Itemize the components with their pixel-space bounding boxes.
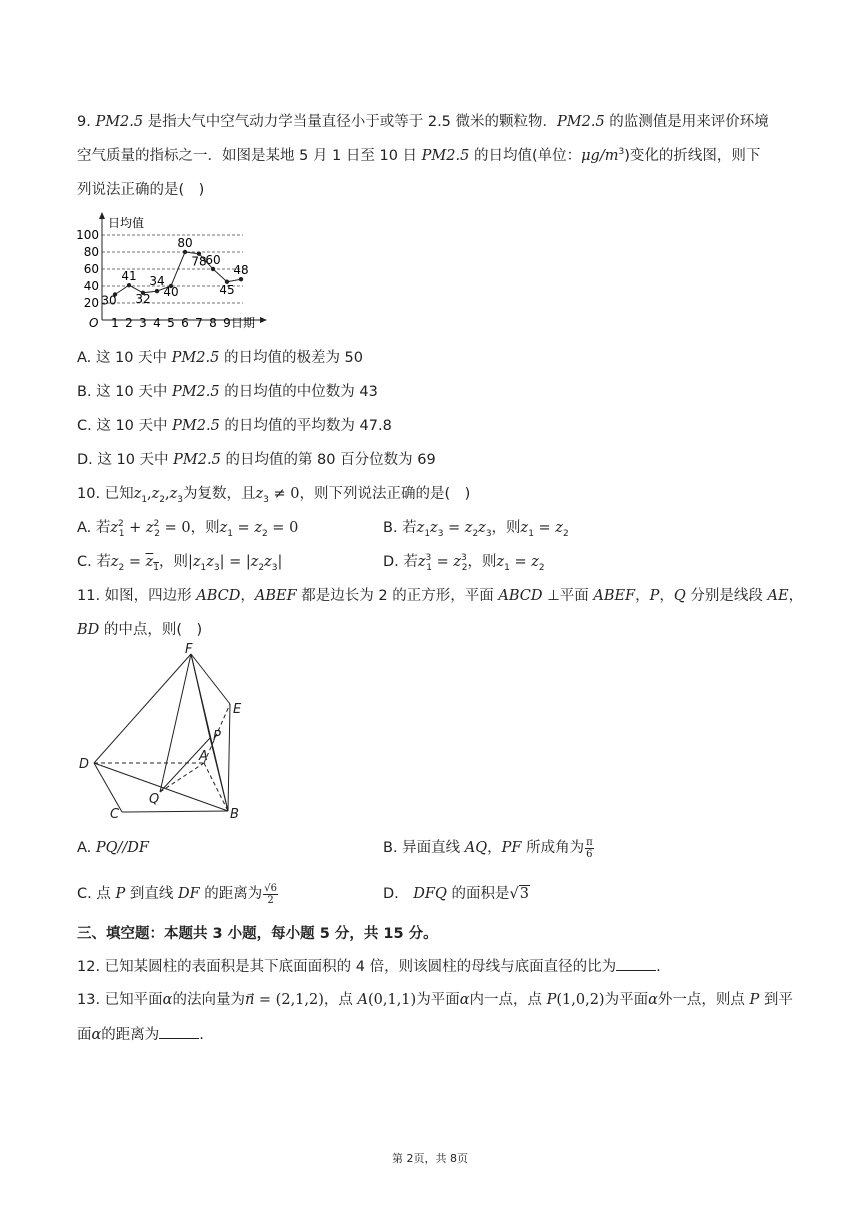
q10-option-a[interactable]: A. 若$z^2_1 + z^2_2 = 0$，则$z_1 = z_2 = 0$: [77, 519, 299, 539]
data-point: [239, 277, 243, 281]
q11-line2: BD 的中点，则( ): [77, 622, 203, 638]
data-label: 30: [101, 293, 117, 308]
pm25-line-chart: [75, 208, 275, 334]
q9-line2: 空气质量的指标之一．如图是某地 5 月 1 日至 10 日 PM2.5 的日均值(单位：$\mu g/m^3$)变化的折线图，则下: [77, 147, 761, 164]
q12: 12. 已知某圆柱的表面积是其下底面面积的 4 倍，则该圆柱的母线与底面直径的比为 .: [77, 956, 661, 977]
x-axis-arrow: [260, 317, 267, 323]
x-tick-label: 5: [167, 316, 175, 330]
x-tick-label: 2: [125, 316, 133, 330]
x-tick-label: 3: [139, 316, 147, 330]
data-label: 40: [163, 285, 179, 299]
q13-line1: 13. 已知平面α的法向量为n⃗ = (2,1,2)，点 A(0,1,1)为平面α内一点，点 P(1,0,2)为平面α外一点，则点 P 到平: [77, 992, 793, 1008]
y-tick-label: 100: [76, 228, 99, 242]
label-E: E: [233, 702, 242, 717]
label-D: D: [79, 757, 90, 772]
q9-option-c[interactable]: C. 这 10 天中 PM2.5 的日均值的平均数为 47.8: [77, 418, 392, 434]
data-label: 78: [191, 254, 207, 269]
q11-option-a[interactable]: A. PQ//DF: [77, 840, 149, 856]
y-tick-label: 20: [83, 296, 99, 310]
y-axis-label: 日均值: [108, 216, 145, 230]
q13-line2: 面α的距离为 .: [77, 1024, 204, 1045]
q9-line3: 列说法正确的是( ): [77, 182, 205, 198]
data-label: 45: [219, 282, 235, 297]
q9-line1: 9. PM2.5 是指大气中空气动力学当量直径小于或等于 2.5 微米的颗粒物．PM2.5 的监测值是用来评价环境: [77, 114, 769, 130]
label-F: F: [185, 642, 193, 657]
x-tick-label: 6: [181, 316, 189, 330]
page-footer: 第 2页，共 8页: [392, 1152, 468, 1165]
x-tick-label: 7: [195, 316, 203, 330]
origin-label: O: [89, 316, 99, 330]
q9-option-d[interactable]: D. 这 10 天中 PM2.5 的日均值的第 80 百分位数为 69: [77, 452, 436, 468]
data-point: [183, 250, 187, 254]
q10-stem: 10. 已知$z_1,z_2,z_3$为复数，且$z_3 \ne 0$，则下列说法正确的是( ): [77, 486, 471, 505]
y-axis-arrow: [99, 212, 105, 219]
label-A: A: [199, 749, 208, 764]
q10-option-d[interactable]: D. 若$z^3_1 = z^3_2$，则$z_1 = z_2$: [383, 553, 545, 573]
data-label: 32: [135, 291, 151, 306]
q11-option-b[interactable]: B. 异面直线 AQ，PF 所成角为 $\frac{\pi}{6}$: [383, 836, 593, 860]
data-label: 41: [121, 269, 137, 284]
q9-option-a[interactable]: A. 这 10 天中 PM2.5 的日均值的极差为 50: [77, 350, 364, 366]
q11-option-d[interactable]: D. DFQ 的面积是√3: [383, 886, 529, 902]
geometry-figure: [75, 642, 255, 826]
y-tick-label: 40: [83, 279, 99, 293]
label-C: C: [110, 807, 120, 822]
x-tick-label: 9: [223, 316, 231, 330]
y-tick-label: 80: [83, 245, 99, 259]
data-label: 80: [177, 236, 193, 250]
q10-option-b[interactable]: B. 若$z_1z_3 = z_2z_3$，则$z_1 = z_2$: [383, 520, 569, 539]
y-tick-label: 60: [83, 262, 99, 276]
data-point: [127, 283, 131, 287]
data-label: 60: [205, 253, 221, 267]
q13-answer-blank[interactable]: [159, 1024, 199, 1039]
label-Q: Q: [149, 792, 160, 807]
q11-line1: 11. 如图，四边形 ABCD，ABEF 都是边长为 2 的正方形，平面 ABCD ⊥平面 ABEF，P，Q 分别是线段 AE，: [77, 588, 804, 604]
q9-option-b[interactable]: B. 这 10 天中 PM2.5 的日均值的中位数为 43: [77, 384, 378, 400]
label-B: B: [230, 807, 239, 822]
x-tick-label: 8: [209, 316, 217, 330]
data-label: 48: [233, 263, 249, 278]
section-3-heading: 三、填空题：本题共 3 小题，每小题 5 分，共 15 分。: [77, 926, 438, 942]
data-point: [211, 267, 215, 271]
q12-answer-blank[interactable]: [616, 956, 656, 971]
data-label: 34: [149, 274, 165, 289]
x-tick-label: 4: [153, 316, 161, 330]
q10-option-c[interactable]: C. 若$z_2 = z_1$，则$|z_1z_3| = |z_2z_3|$: [77, 554, 283, 573]
x-tick-label: 1: [111, 316, 119, 330]
x-axis-label: 日期: [231, 316, 256, 330]
q11-option-c[interactable]: C. 点 P 到直线 DF 的距离为 $\frac{√6}{2}$: [77, 882, 277, 906]
data-point: [155, 289, 159, 293]
label-P: P: [213, 729, 221, 744]
